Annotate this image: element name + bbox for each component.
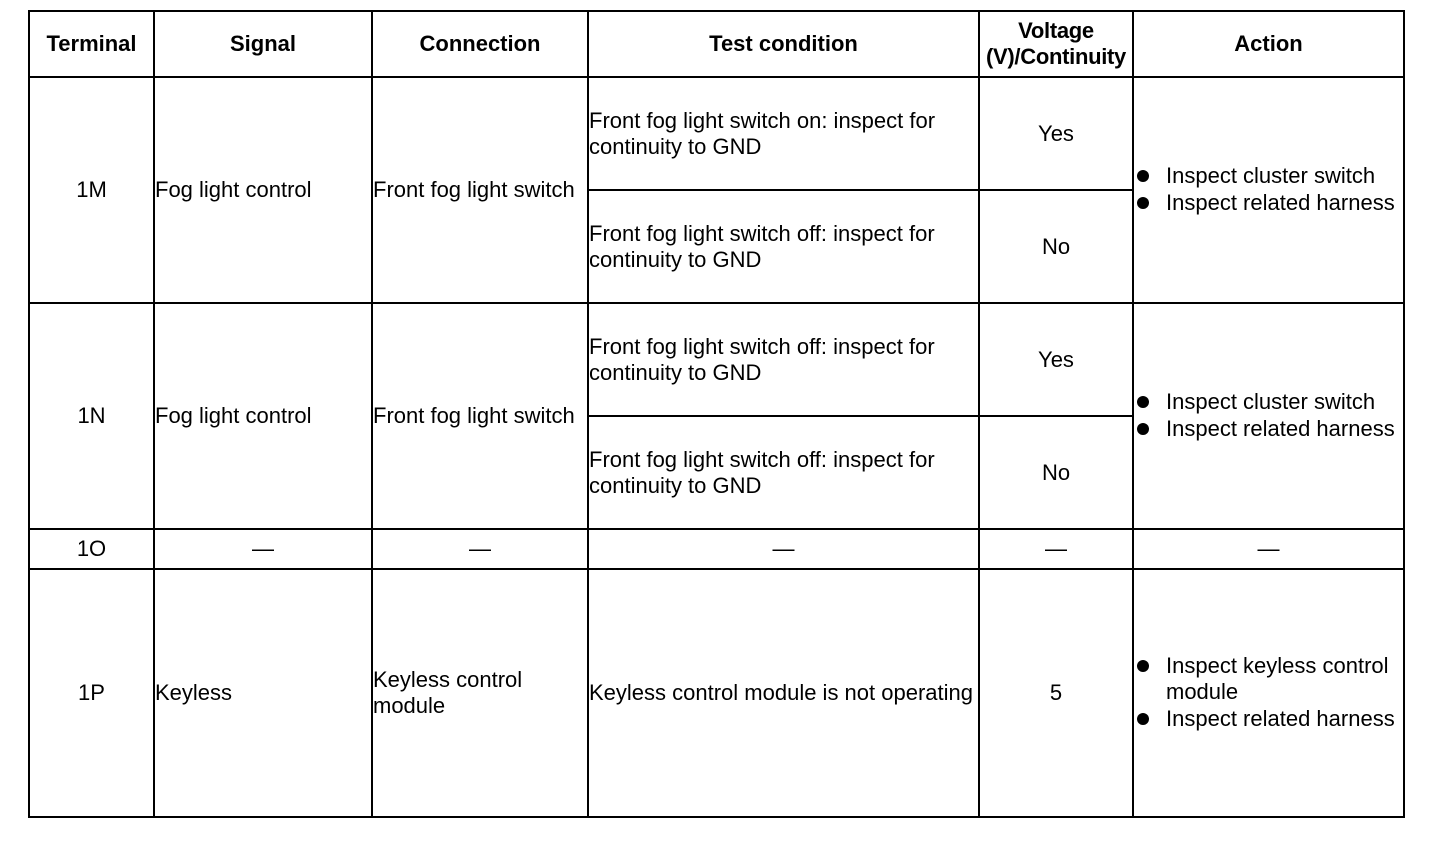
header-connection: Connection: [372, 11, 588, 77]
action-text: Inspect related harness: [1166, 416, 1395, 441]
signal-cell: —: [154, 529, 372, 569]
action-cell: [1133, 303, 1404, 529]
test-condition-cell: Front fog light switch off: inspect for continuity to GND: [588, 303, 979, 416]
voltage-cell: 5: [979, 569, 1133, 817]
action-text: Inspect cluster switch: [1166, 389, 1376, 414]
test-condition-cell: Keyless control module is not operating: [588, 569, 979, 817]
test-condition-cell: Front fog light switch off: inspect for continuity to GND: [588, 190, 979, 303]
action-cell: —: [1133, 529, 1404, 569]
table-row-1n: [29, 303, 1404, 416]
action-list: [1134, 653, 1403, 732]
test-condition-cell: Front fog light switch off: inspect for continuity to GND: [588, 416, 979, 529]
terminal-inspection-sheet: [28, 10, 1403, 817]
list-item: [1134, 653, 1403, 705]
bullet-icon: [1137, 170, 1149, 182]
action-cell: [1133, 569, 1404, 817]
connection-cell: Front fog light switch: [372, 77, 588, 303]
bullet-icon: [1137, 197, 1149, 209]
voltage-cell: Yes: [979, 77, 1133, 190]
action-text: Inspect keyless control module: [1166, 653, 1389, 704]
header-action: Action: [1133, 11, 1404, 77]
terminal-inspection-table: [28, 10, 1405, 818]
list-item: [1134, 190, 1403, 216]
signal-cell: Fog light control: [154, 303, 372, 529]
voltage-cell: No: [979, 416, 1133, 529]
connection-cell: —: [372, 529, 588, 569]
test-condition-cell: —: [588, 529, 979, 569]
terminal-cell: 1P: [29, 569, 154, 817]
bullet-icon: [1137, 660, 1149, 672]
action-list: [1134, 163, 1403, 216]
voltage-cell: —: [979, 529, 1133, 569]
table-row-1p: [29, 569, 1404, 817]
bullet-icon: [1137, 423, 1149, 435]
test-condition-cell: Front fog light switch on: inspect for continuity to GND: [588, 77, 979, 190]
action-text: Inspect cluster switch: [1166, 163, 1376, 188]
header-voltage-continuity: Voltage (V)/Continuity: [979, 11, 1133, 77]
list-item: [1134, 389, 1403, 415]
list-item: [1134, 416, 1403, 442]
voltage-cell: Yes: [979, 303, 1133, 416]
action-cell: [1133, 77, 1404, 303]
header-test-condition: Test condition: [588, 11, 979, 77]
action-text: Inspect related harness: [1166, 706, 1395, 731]
bullet-icon: [1137, 713, 1149, 725]
table-row-1m: [29, 77, 1404, 190]
header-row: [29, 11, 1404, 77]
signal-cell: Keyless: [154, 569, 372, 817]
header-terminal: Terminal: [29, 11, 154, 77]
header-signal: Signal: [154, 11, 372, 77]
signal-cell: Fog light control: [154, 77, 372, 303]
terminal-cell: 1N: [29, 303, 154, 529]
table-row-1o: [29, 529, 1404, 569]
action-text: Inspect related harness: [1166, 190, 1395, 215]
connection-cell: Front fog light switch: [372, 303, 588, 529]
terminal-cell: 1O: [29, 529, 154, 569]
connection-cell: Keyless control module: [372, 569, 588, 817]
voltage-cell: No: [979, 190, 1133, 303]
list-item: [1134, 163, 1403, 189]
bullet-icon: [1137, 396, 1149, 408]
terminal-cell: 1M: [29, 77, 154, 303]
list-item: [1134, 706, 1403, 732]
action-list: [1134, 389, 1403, 442]
